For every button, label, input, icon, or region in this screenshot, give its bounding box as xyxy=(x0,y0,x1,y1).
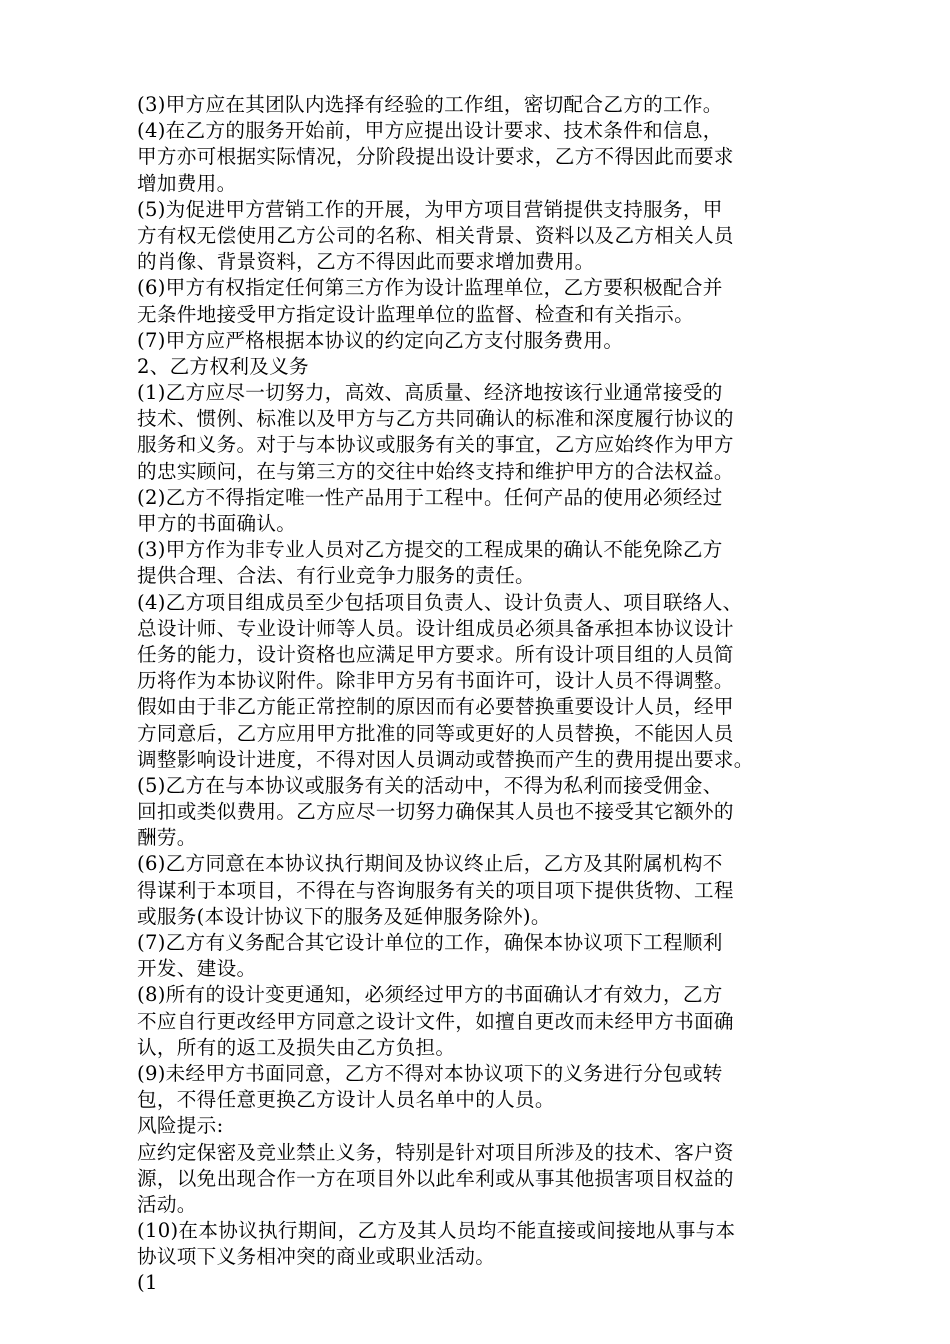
text-line: 酬劳。 xyxy=(137,826,197,850)
text-line: (1)乙方应尽一切努力，高效、高质量、经济地按该行业通常接受的 xyxy=(137,381,723,405)
text-line: (3)甲方作为非专业人员对乙方提交的工程成果的确认不能免除乙方 xyxy=(137,538,723,562)
text-line: 方有权无偿使用乙方公司的名称、相关背景、资料以及乙方相关人员 xyxy=(137,223,734,247)
text-line: 技术、惯例、标准以及甲方与乙方共同确认的标准和深度履行协议的 xyxy=(137,407,734,431)
text-line: (3)甲方应在其团队内选择有经验的工作组，密切配合乙方的工作。 xyxy=(137,93,723,116)
text-line: 不应自行更改经甲方同意之设计文件，如擅自更改而未经甲方书面确 xyxy=(137,1009,734,1033)
risk-notice-heading: 风险提示: xyxy=(137,1114,224,1138)
text-line: 任务的能力，设计资格也应满足甲方要求。所有设计项目组的人员简 xyxy=(137,642,734,666)
text-line: 调整影响设计进度，不得对因人员调动或替换而产生的费用提出要求。 xyxy=(137,747,754,771)
text-line: 源，以免出现合作一方在项目外以此牟利或从事其他损害项目权益的 xyxy=(137,1166,734,1190)
text-line: 服务和义务。对于与本协议或服务有关的事宜，乙方应始终作为甲方 xyxy=(137,433,734,457)
text-line: 得谋利于本项目，不得在与咨询服务有关的项目项下提供货物、工程 xyxy=(137,878,734,902)
text-line: (2)乙方不得指定唯一性产品用于工程中。任何产品的使用必须经过 xyxy=(137,485,723,509)
text-line: 认，所有的返工及损失由乙方负担。 xyxy=(137,1035,456,1059)
text-line: (7)乙方有义务配合其它设计单位的工作，确保本协议项下工程顺利 xyxy=(137,931,723,954)
text-line: 历将作为本协议附件。除非甲方另有书面许可，设计人员不得调整。 xyxy=(137,669,734,693)
text-line: 甲方的书面确认。 xyxy=(137,512,297,535)
document-body xyxy=(137,92,817,1297)
text-line: (6)乙方同意在本协议执行期间及协议终止后，乙方及其附属机构不 xyxy=(137,852,723,876)
text-line: 方同意后，乙方应用甲方批准的同等或更好的人员替换，不能因人员 xyxy=(137,721,734,745)
text-line: 总设计师、专业设计师等人员。设计组成员必须具备承担本协议设计 xyxy=(137,616,734,640)
text-line: (4)乙方项目组成员至少包括项目负责人、设计负责人、项目联络人、 xyxy=(137,590,743,614)
text-line: 应约定保密及竞业禁止义务，特别是针对项目所涉及的技术、客户资 xyxy=(137,1140,734,1164)
text-line: 增加费用。 xyxy=(137,171,237,195)
text-line: (5)为促进甲方营销工作的开展，为甲方项目营销提供支持服务，甲 xyxy=(137,197,723,221)
text-line: 活动。 xyxy=(137,1192,197,1216)
text-line: (5)乙方在与本协议或服务有关的活动中，不得为私利而接受佣金、 xyxy=(137,773,723,797)
text-line: 开发、建设。 xyxy=(137,957,257,981)
text-line: (8)所有的设计变更通知，必须经过甲方的书面确认才有效力，乙方 xyxy=(137,983,723,1007)
text-line: 的肖像、背景资料，乙方不得因此而要求增加费用。 xyxy=(137,250,595,274)
text-line: 无条件地接受甲方指定设计监理单位的监督、检查和有关指示。 xyxy=(137,302,695,326)
text-line: 的忠实顾问，在与第三方的交往中始终支持和维护甲方的合法权益。 xyxy=(137,459,734,483)
text-line: 包，不得任意更换乙方设计人员名单中的人员。 xyxy=(137,1088,555,1112)
text-line: (4)在乙方的服务开始前，甲方应提出设计要求、技术条件和信息， xyxy=(137,119,723,143)
text-line: 提供合理、合法、有行业竞争力服务的责任。 xyxy=(137,564,535,588)
text-line: 或服务(本设计协议下的服务及延伸服务除外)。 xyxy=(137,904,551,928)
text-line: 回扣或类似费用。乙方应尽一切努力确保其人员也不接受其它额外的 xyxy=(137,800,734,824)
section-heading: 2、乙方权利及义务 xyxy=(137,354,309,378)
text-line: (6)甲方有权指定任何第三方作为设计监理单位，乙方要积极配合并 xyxy=(137,276,723,300)
text-line: 协议项下义务相冲突的商业或职业活动。 xyxy=(137,1245,496,1269)
text-line: 假如由于非乙方能正常控制的原因而有必要替换重要设计人员，经甲 xyxy=(137,695,734,719)
text-line: (1 xyxy=(137,1271,158,1295)
text-line: (10)在本协议执行期间，乙方及其人员均不能直接或间接地从事与本 xyxy=(137,1219,736,1243)
text-line: (9)未经甲方书面同意，乙方不得对本协议项下的义务进行分包或转 xyxy=(137,1061,723,1085)
text-line: 甲方亦可根据实际情况，分阶段提出设计要求，乙方不得因此而要求 xyxy=(137,145,734,169)
text-line: (7)甲方应严格根据本协议的约定向乙方支付服务费用。 xyxy=(137,328,624,352)
